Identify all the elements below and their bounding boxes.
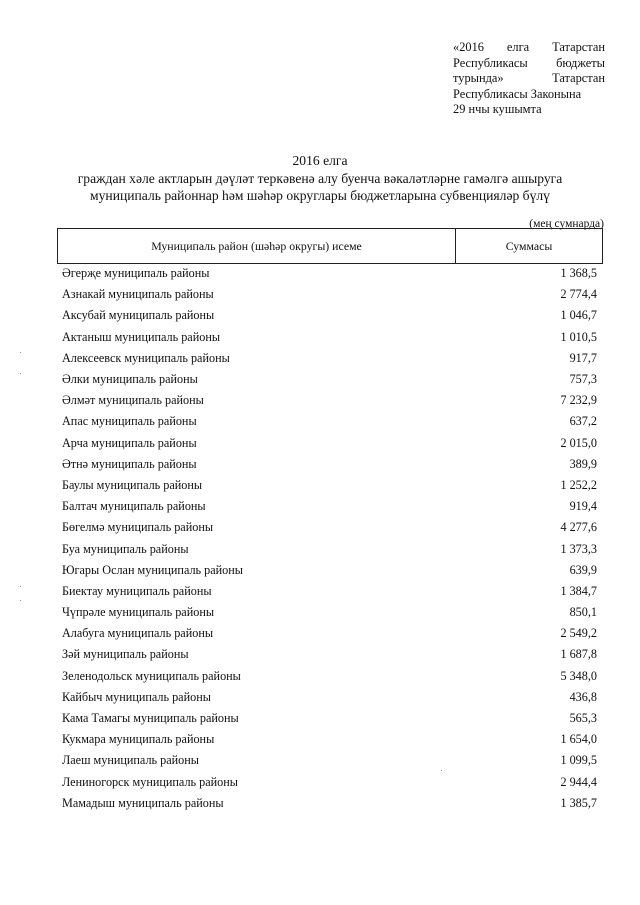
- district-amount: 1 010,5: [560, 329, 597, 344]
- district-name: Апас муниципаль районы: [62, 414, 197, 429]
- district-amount: 1 654,0: [560, 732, 597, 747]
- table-row: [62, 602, 597, 623]
- district-name: Әгерҗе муниципаль районы: [62, 266, 210, 281]
- table-row: [62, 327, 597, 348]
- district-amount: 757,3: [569, 372, 597, 387]
- table-row: [62, 263, 597, 284]
- district-amount: 1 099,5: [560, 753, 597, 768]
- document-title-line-1: граждан хәле актларын дәүләт теркәвенә алу буенча вәкаләтләрне гамәлгә ашыруга: [77, 171, 563, 186]
- table-row: [62, 666, 597, 687]
- district-amount: 1 687,8: [560, 647, 597, 662]
- district-name: Буа муниципаль районы: [62, 541, 189, 556]
- table-row: [62, 305, 597, 326]
- appendix-note-line: 29 нчы кушымта: [453, 102, 542, 116]
- district-amount: 1 252,2: [560, 477, 597, 492]
- appendix-note-line: «2016 елга Татарстан: [453, 40, 605, 54]
- table-row: [62, 750, 597, 771]
- document-title-line-2: муниципаль районнар һәм шәһәр округлары бюджетларына субвенцияләр бүлү: [90, 188, 550, 203]
- table-row: [62, 687, 597, 708]
- column-header-amount: Суммасы: [505, 238, 553, 253]
- district-amount: 917,7: [569, 350, 597, 365]
- appendix-note: [453, 40, 605, 118]
- district-name: Югары Ослан муниципаль районы: [62, 562, 243, 577]
- district-name: Алексеевск муниципаль районы: [62, 350, 230, 365]
- district-amount: 5 348,0: [560, 668, 597, 683]
- scan-speck: [20, 600, 21, 601]
- scan-speck: [441, 770, 442, 771]
- district-name: Биектау муниципаль районы: [62, 583, 212, 598]
- scan-speck: [20, 373, 21, 374]
- district-name: Лениногорск муниципаль районы: [62, 774, 238, 789]
- table-header: [57, 228, 603, 264]
- district-amount: 565,3: [569, 711, 597, 726]
- appendix-note-line: турында» Татарстан: [453, 71, 605, 85]
- district-name: Бөгелмә муниципаль районы: [62, 520, 214, 535]
- district-amount: 2 015,0: [560, 435, 597, 450]
- table-row: [62, 538, 597, 559]
- scan-speck: [20, 586, 21, 587]
- appendix-note-line: Республикасы Законына: [453, 86, 582, 101]
- table-row: [62, 348, 597, 369]
- district-amount: 2 549,2: [560, 626, 597, 641]
- table-row: [62, 517, 597, 538]
- district-name: Әлмәт муниципаль районы: [62, 393, 204, 408]
- district-name: Зеленодольск муниципаль районы: [62, 668, 241, 683]
- district-amount: 1 368,5: [560, 266, 597, 281]
- column-header-name: Муниципаль район (шәһәр округы) исеме: [58, 229, 456, 263]
- table-row: [62, 369, 597, 390]
- table-row: [62, 390, 597, 411]
- district-name: Мамадыш муниципаль районы: [62, 795, 224, 810]
- table-row: [62, 560, 597, 581]
- unit-note: (мең сумнарда): [529, 218, 604, 230]
- appendix-note-line: Республикасы бюджеты: [453, 55, 605, 70]
- table-row: [62, 772, 597, 793]
- table-row: [62, 623, 597, 644]
- district-amount: 1 046,7: [560, 308, 597, 323]
- table-row: [62, 581, 597, 602]
- district-name: Аксубай муниципаль районы: [62, 308, 215, 323]
- district-name: Әтнә муниципаль районы: [62, 456, 197, 471]
- district-name: Балтач муниципаль районы: [62, 499, 206, 514]
- district-name: Кукмара муниципаль районы: [62, 732, 215, 747]
- district-name: Кайбыч муниципаль районы: [62, 689, 211, 704]
- table-body: [62, 263, 597, 814]
- district-amount: 2 944,4: [560, 774, 597, 789]
- table-row: [62, 644, 597, 665]
- district-name: Арча муниципаль районы: [62, 435, 197, 450]
- table-row: [62, 729, 597, 750]
- table-row: [62, 793, 597, 814]
- district-name: Әлки муниципаль районы: [62, 372, 198, 387]
- table-row: [62, 454, 597, 475]
- district-amount: 4 277,6: [560, 520, 597, 535]
- table-row: [62, 475, 597, 496]
- table-row: [62, 433, 597, 454]
- district-name: Лаеш муниципаль районы: [62, 753, 199, 768]
- scan-speck: [20, 352, 21, 353]
- district-amount: 436,8: [569, 689, 597, 704]
- district-name: Чүпрәле муниципаль районы: [62, 605, 215, 620]
- district-amount: 1 385,7: [560, 795, 597, 810]
- district-name: Кама Тамагы муниципаль районы: [62, 711, 239, 726]
- document-title-year: 2016 елга: [292, 153, 348, 168]
- district-amount: 1 373,3: [560, 541, 597, 556]
- district-amount: 389,9: [569, 456, 597, 471]
- district-amount: 850,1: [569, 605, 597, 620]
- district-name: Зәй муниципаль районы: [62, 647, 189, 662]
- table-row: [62, 411, 597, 432]
- district-name: Алабуга муниципаль районы: [62, 626, 214, 641]
- district-name: Баулы муниципаль районы: [62, 477, 203, 492]
- district-name: Актаныш муниципаль районы: [62, 329, 221, 344]
- district-amount: 7 232,9: [560, 393, 597, 408]
- district-amount: 637,2: [569, 414, 597, 429]
- table-row: [62, 496, 597, 517]
- district-amount: 639,9: [569, 562, 597, 577]
- table-row: [62, 708, 597, 729]
- district-amount: 1 384,7: [560, 583, 597, 598]
- district-name: Азнакай муниципаль районы: [62, 287, 214, 302]
- district-amount: 2 774,4: [560, 287, 597, 302]
- district-amount: 919,4: [569, 499, 597, 514]
- table-row: [62, 284, 597, 305]
